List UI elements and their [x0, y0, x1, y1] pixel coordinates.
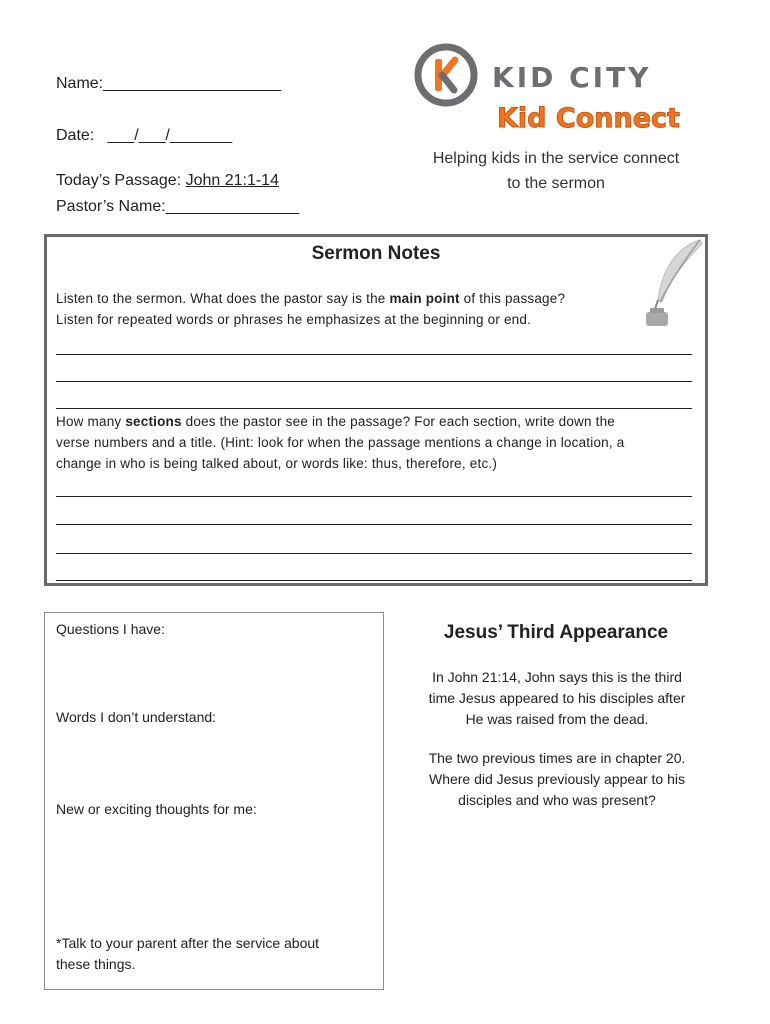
para-line: The two previous times are in chapter 20. — [428, 750, 686, 766]
talk-to-parent-note — [56, 933, 376, 975]
prompt-text: does the pastor see in the passage? For each section, write down the — [181, 414, 616, 429]
answer-line[interactable] — [56, 408, 692, 409]
brand-name: KID CITY — [492, 61, 652, 94]
thoughts-label: New or exciting thoughts for me: — [56, 801, 257, 817]
answer-line[interactable] — [56, 496, 692, 497]
para-line: In John 21:14, John says this is the third — [432, 669, 682, 685]
note-line: *Talk to your parent after the service about — [56, 935, 320, 951]
pastor-name-field[interactable]: Pastor’s Name:_______________ — [56, 198, 300, 215]
sermon-notes-box — [44, 234, 708, 586]
prompt-text: Listen to the sermon. What does the pastor say is the — [56, 291, 390, 306]
words-label: Words I don’t understand: — [56, 709, 217, 725]
prompt-bold: sections — [125, 414, 182, 429]
answer-line[interactable] — [56, 381, 692, 382]
para-line: disciples and who was present? — [458, 792, 656, 808]
prompt-text: How many — [56, 414, 126, 429]
tagline-line: Helping kids in the service connect — [432, 150, 680, 167]
prompt-line: Listen for repeated words or phrases he emphasizes at the beginning or end. — [56, 312, 532, 327]
questions-label: Questions I have: — [56, 621, 165, 637]
note-line: these things. — [56, 956, 136, 972]
sections-prompt — [56, 411, 702, 474]
brand-subtitle: Kid Connect — [497, 103, 680, 134]
previous-appearances-paragraph — [404, 748, 710, 811]
prompt-line — [56, 288, 656, 309]
tagline — [400, 146, 712, 196]
third-appearance-title: Jesus’ Third Appearance — [443, 622, 669, 643]
answer-line[interactable] — [56, 524, 692, 525]
answer-line[interactable] — [56, 553, 692, 554]
prompt-line — [56, 411, 702, 432]
para-line: time Jesus appeared to his disciples after — [428, 690, 686, 706]
prompt-line: verse numbers and a title. (Hint: look for when the passage mentions a change in location, a — [56, 435, 625, 450]
tagline-line: to the sermon — [507, 175, 605, 192]
sermon-notes-title: Sermon Notes — [311, 243, 441, 264]
prompt-text: of this passage? — [459, 291, 566, 306]
passage-label: Today’s Passage: — [56, 172, 186, 189]
passage-reference: John 21:1-14 — [185, 172, 279, 189]
name-field[interactable]: Name:____________________ — [56, 75, 282, 92]
answer-line[interactable] — [56, 354, 692, 355]
prompt-bold: main point — [389, 291, 460, 306]
para-line: He was raised from the dead. — [465, 711, 649, 727]
main-point-prompt — [56, 288, 656, 330]
answer-line[interactable] — [56, 580, 692, 581]
kid-city-logo-icon — [413, 42, 479, 108]
third-appearance-paragraph — [404, 667, 710, 730]
para-line: Where did Jesus previously appear to his — [428, 771, 686, 787]
date-field[interactable]: Date: ___/___/_______ — [56, 127, 233, 144]
prompt-line: change in who is being talked about, or words like: thus, therefore, etc.) — [56, 456, 498, 471]
todays-passage — [56, 171, 279, 191]
